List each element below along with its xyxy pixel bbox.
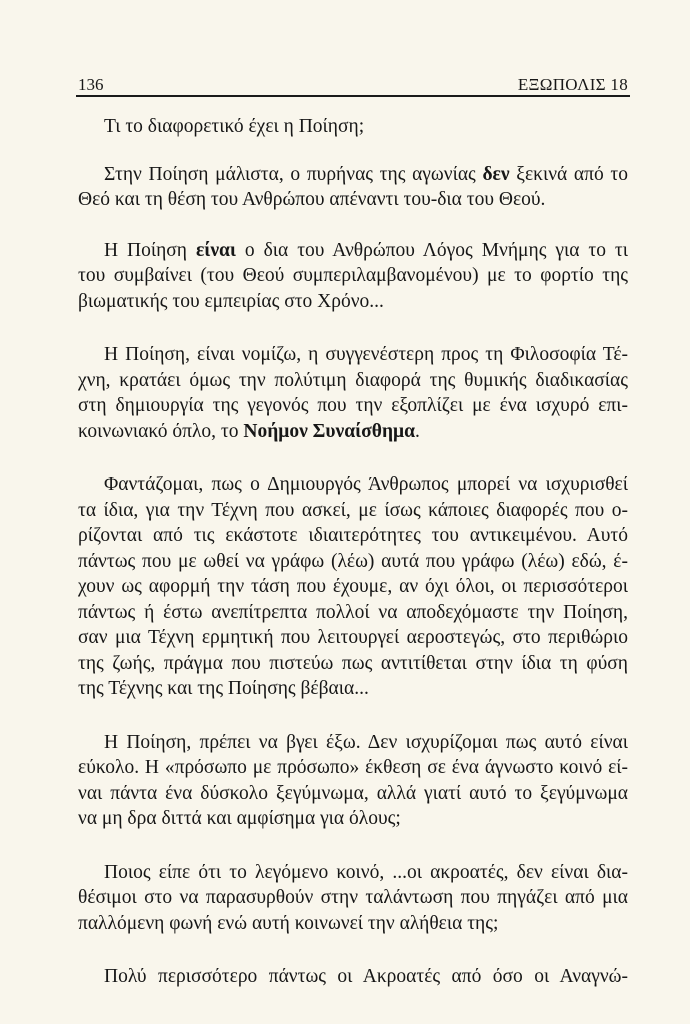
text-line: ναι πάντα ένα δύσκολο ξεγύμνωμα, αλλά γιατί αυτό το ξεγύμνωμα <box>78 782 628 804</box>
text-line: της Τέχνης και της Ποίησης βέβαια... <box>78 678 369 699</box>
text-line: Τι το διαφορετικό έχει η Ποίηση; <box>104 116 365 137</box>
text-line: Φαντάζομαι, πως ο Δημιουργός Άνθρωπος μπορεί να ισχυρισθεί <box>104 474 628 495</box>
text-line: να μη δρα διττά και αμφίσημα για όλους; <box>78 808 401 829</box>
running-title: ΕΞΩΠΟΛΙΣ 18 <box>517 75 628 94</box>
text-line: του συμβαίνει (του Θεού συμπεριλαμβανομένου) με το φορτίο της <box>78 265 628 286</box>
text-line: της ζωής, πράγμα που πιστεύω πως αντιτίθεται στην ίδια τη φύση <box>78 652 628 674</box>
text-line: εύκολο. Η «πρόσωπο με πρόσωπο» έκθεση σε ένα άγνωστο κοινό εί- <box>78 757 628 778</box>
page-header <box>78 74 628 95</box>
text-line: ρίζονται από τις εκάστοτε ιδιαιτερότητες του αντικειμένου. Αυτό <box>78 525 628 546</box>
text-line <box>78 419 628 445</box>
text-line: χνη, κρατάει όμως την πολύτιμη διαφορά της θυμικής διαδικασίας <box>78 369 628 391</box>
bold-text: Νοήμον Συναίσθημα <box>243 420 415 442</box>
paragraph <box>78 472 628 702</box>
paragraph <box>78 114 628 140</box>
paragraph <box>78 342 628 444</box>
paragraph <box>78 860 628 937</box>
text-line: τα ίδια, για την Τέχνη που ασκεί, με ίσως κάποιες διαφορές που ο- <box>78 499 628 521</box>
bold-text: είναι <box>195 239 236 261</box>
text-line: Θεό και τη θέση του Ανθρώπου απέναντι του-δια του Θεού. <box>78 189 546 210</box>
paragraph <box>78 162 628 213</box>
text-line <box>78 162 628 188</box>
text-segment: Η Ποίηση <box>104 239 196 261</box>
paragraph <box>78 238 628 315</box>
text-line: θέσιμοι στο να παρασυρθούν στην ταλάντωση που πηγάζει από μια <box>78 887 628 908</box>
text-line: Πολύ περισσότερο πάντως οι Ακροατές από όσο οι Αναγνώ- <box>104 966 628 987</box>
body-text <box>78 114 628 990</box>
page-number: 136 <box>78 75 104 94</box>
text-line: στη δημιουργία της γεγονός που την εξοπλίζει με ένα ισχυρό επι- <box>78 395 628 416</box>
text-line: πάντως ή έστω ανεπίτρεπτα πολλοί να αποδεχόμαστε την Ποίηση, <box>78 601 628 623</box>
header-rule <box>76 95 630 97</box>
bold-text: δεν <box>482 163 510 185</box>
text-segment: . <box>414 420 420 442</box>
text-line: παλλόμενη φωνή ενώ αυτή κοινωνεί την αλήθεια της; <box>78 912 499 934</box>
text-line: σαν μια Τέχνη ερμητική που λειτουργεί αεροστεγώς, στο περιθώριο <box>78 627 628 648</box>
text-segment: ο δια του Ανθρώπου Λόγος Μνήμης για το τι <box>235 239 628 261</box>
text-line: χουν ως αφορμή την τάση που έχουμε, αν όχι όλοι, οι περισσότεροι <box>78 576 628 597</box>
paragraph <box>78 730 628 832</box>
text-line: Η Ποίηση, είναι νομίζω, η συγγενέστερη προς τη Φιλοσοφία Τέ- <box>104 344 628 365</box>
text-line <box>78 238 628 264</box>
text-segment: Στην Ποίηση μάλιστα, ο πυρήνας της αγωνίας <box>104 163 483 185</box>
text-line: Η Ποίηση, πρέπει να βγει έξω. Δεν ισχυρίζομαι πως αυτό είναι <box>104 731 628 753</box>
text-line: Ποιος είπε ότι το λεγόμενο κοινό, ...οι ακροατές, δεν είναι δια- <box>104 861 628 883</box>
paragraph <box>78 964 628 990</box>
text-line: πάντως που με ωθεί να γράφω (λέω) αυτά που γράφω (λέω) εδώ, έ- <box>78 550 628 572</box>
text-segment: ξεκινά από το <box>509 163 628 185</box>
text-line: βιωματικής του εμπειρίας στο Χρόνο... <box>78 290 384 312</box>
text-segment: κοινωνιακό όπλο, το <box>78 420 244 442</box>
